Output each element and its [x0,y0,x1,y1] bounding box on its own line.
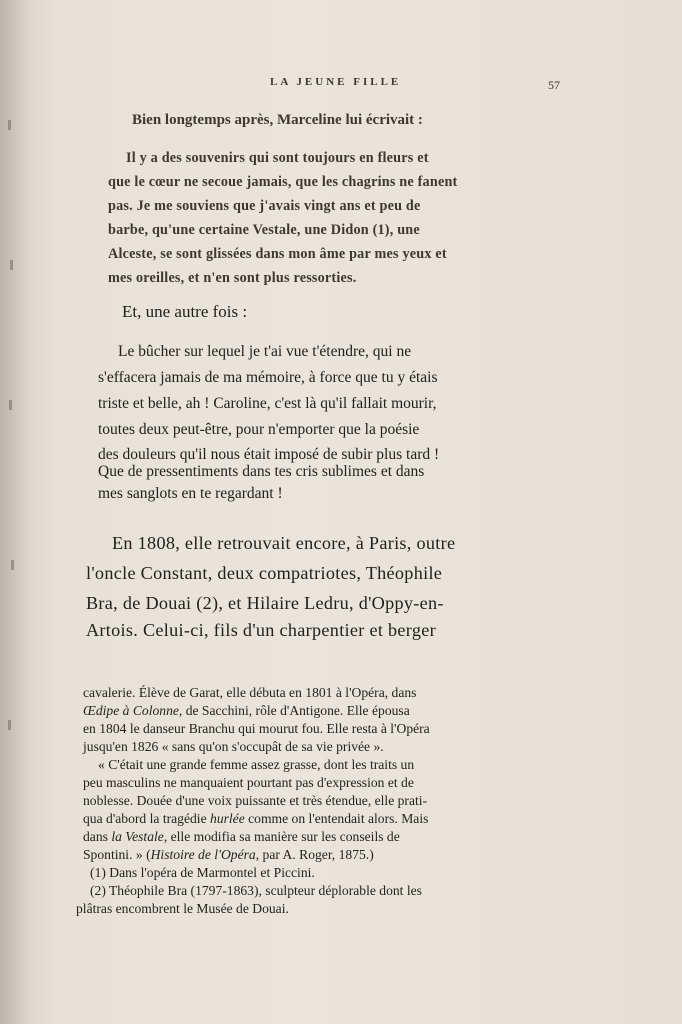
footnote-text: , par A. Roger, 1875.) [255,847,374,862]
quote-line: toutes deux peut-être, pour n'emporter que la poésie [98,421,420,438]
quote-line: triste et belle, ah ! Caroline, c'est là qu'il fallait mourir, [98,395,437,412]
opera-title: la Vestale [111,829,164,844]
quote-line: barbe, qu'une certaine Vestale, une Didon (1), une [108,222,420,238]
intro-line: Et, une autre fois : [122,302,248,321]
footnote-line: noblesse. Douée d'une voix puissante et très étendue, elle prati- [83,793,428,808]
quote-line: que le cœur ne secoue jamais, que les chagrins ne fanent [108,174,458,190]
footnote-line [83,829,400,845]
footnote-text: , elle modifia sa manière sur les conseils de [163,829,400,844]
quote-line: mes oreilles, et n'en sont plus ressorties. [108,270,357,286]
quote-line: Que de pressentiments dans tes cris sublimes et dans [98,463,425,480]
quote-line: des douleurs qu'il nous était imposé de subir plus tard ! [98,446,440,463]
footnote-line: cavalerie. Élève de Garat, elle débuta en 1801 à l'Opéra, dans [83,685,417,700]
quote-line: mes sanglots en te regardant ! [98,485,283,502]
footnote-text: , de Sacchini, rôle d'Antigone. Elle épousa [178,703,410,718]
quote-line: Alceste, se sont glissées dans mon âme par mes yeux et [108,246,447,262]
footnote-text: qua d'abord la tragédie [83,811,211,826]
footnote-line: peu masculins ne manquaient pourtant pas d'expression et de [83,775,414,790]
footnote-line [83,703,410,719]
opera-title: Œdipe à Colonne [83,703,179,718]
footnote-line: plâtras encombrent le Musée de Douai. [76,901,289,916]
book-gutter [0,0,30,1024]
footnote-2: (2) Théophile Bra (1797-1863), sculpteur déplorable dont les [90,883,422,898]
italic-term: hurlée [210,811,245,826]
running-title: LA JEUNE FILLE [270,76,402,88]
footnote-text: dans [83,829,112,844]
footnote-1: (1) Dans l'opéra de Marmontel et Piccini. [90,865,315,880]
footnote-line [83,811,428,827]
gutter-mark [9,400,12,410]
gutter-mark [8,120,11,130]
quote-line: Le bûcher sur lequel je t'ai vue t'étendre, qui ne [118,343,412,360]
book-title: Histoire de l'Opéra [150,847,256,862]
page-header [0,76,682,96]
quote-line: pas. Je me souviens que j'avais vingt ans et peu de [108,198,421,214]
gutter-mark [8,720,11,730]
page-number: 57 [548,78,560,92]
intro-line: Bien longtemps après, Marceline lui écrivait : [132,112,423,128]
body-line: Artois. Celui-ci, fils d'un charpentier et berger [86,620,436,640]
body-line: En 1808, elle retrouvait encore, à Paris, outre [112,533,456,553]
footnote-line: « C'était une grande femme assez grasse, dont les traits un [98,757,415,772]
body-line: Bra, de Douai (2), et Hilaire Ledru, d'Oppy-en- [86,593,444,613]
footnote-line: jusqu'en 1826 « sans qu'on s'occupât de sa vie privée ». [83,739,384,754]
footnote-line [83,847,374,863]
footnote-line: en 1804 le danseur Branchu qui mourut fou. Elle resta à l'Opéra [83,721,430,736]
footnote-text: Spontini. » ( [83,847,151,862]
gutter-mark [11,560,14,570]
quote-line: Il y a des souvenirs qui sont toujours en fleurs et [126,150,429,166]
body-line: l'oncle Constant, deux compatriotes, Théophile [86,563,443,583]
quote-line: s'effacera jamais de ma mémoire, à force que tu y étais [98,369,438,386]
footnote-text: comme on l'entendait alors. Mais [244,811,429,826]
gutter-mark [10,260,13,270]
